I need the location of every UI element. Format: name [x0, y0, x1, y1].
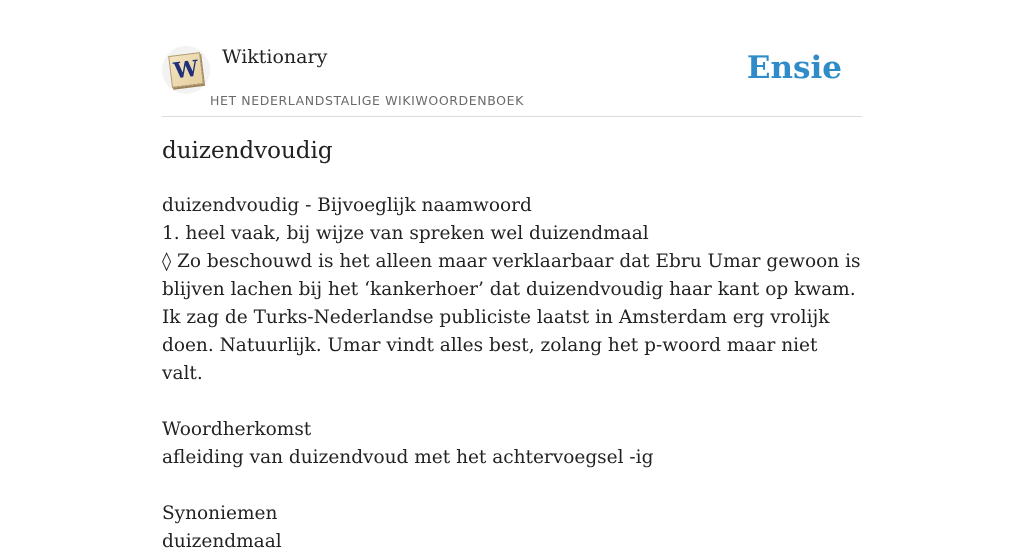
- spacer: [162, 472, 862, 500]
- wiktionary-logo-icon: W: [168, 52, 204, 88]
- wiktionary-logo[interactable]: [162, 46, 210, 94]
- usage-example: ◊ Zo beschouwd is het alleen maar verklaarbaar dat Ebru Umar gewoon is blijven lachen bij het ‘kankerhoer’ dat duizendvoudig haar kant op kwam. Ik zag de Turks-Nederlandse publiciste laatst in Amsterdam erg vrolijk doen. Natuurlijk. Umar vindt alles best, zolang het p-woord maar niet valt.: [162, 251, 861, 384]
- synonyms-heading: Synoniemen: [162, 503, 278, 524]
- page-title: duizendvoudig: [162, 138, 333, 164]
- definition-sense: 1. heel vaak, bij wijze van spreken wel duizendmaal: [162, 223, 649, 244]
- spacer: [162, 388, 862, 416]
- ensie-logo[interactable]: Ensie: [746, 50, 842, 86]
- site-tagline: HET NEDERLANDSTALIGE WIKIWOORDENBOEK: [210, 93, 524, 108]
- entry-content: [162, 192, 862, 556]
- synonyms-text: duizendmaal: [162, 531, 282, 552]
- etymology-text: afleiding van duizendvoud met het achtervoegsel -ig: [162, 447, 654, 468]
- definition-heading: duizendvoudig - Bijvoeglijk naamwoord: [162, 195, 532, 216]
- etymology-heading: Woordherkomst: [162, 419, 312, 440]
- site-name[interactable]: Wiktionary: [222, 46, 328, 68]
- site-header: [162, 36, 862, 117]
